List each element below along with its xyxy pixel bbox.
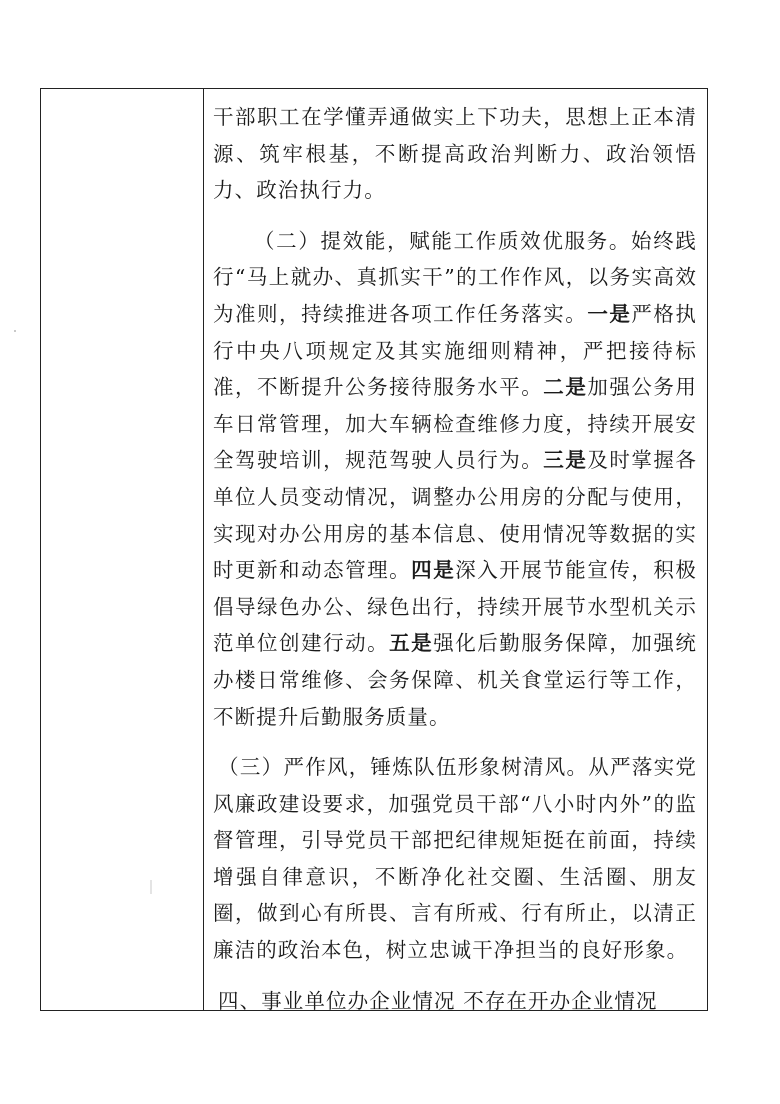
item-lead: 五是 [389, 631, 434, 656]
section-three-paragraph [213, 749, 697, 969]
item-text: 强化后勤服务保障，加强统办楼日常维修、会务保障、机关食堂运行等工作，不断提升后勤服务质量。 [213, 631, 698, 729]
section-two-paragraph [213, 223, 697, 735]
section-three-heading: （三）严作风，锤炼队伍形象树清风。 [218, 755, 589, 780]
item-lead: 四是 [411, 558, 456, 583]
section-four-line [218, 984, 698, 1014]
section-three-text: 从严落实党风廉政建设要求，加强党员干部“八小时内外”的监督管理，引导党员干部把纪律规矩挺在前面，持续增强自律意识，不断净化社交圈、生活圈、朋友圈，做到心有所畏、言有所戒、行有所止，以清正廉洁的政治本色，树立忠诚干净担当的良好形象。 [213, 755, 697, 963]
item-text: 及时掌握各单位人员变动情况，调整办公用房的分配与使用，实现对办公用房的基本信息、使用情况等数据的实时更新和动态管理。 [213, 448, 698, 583]
item-lead: 三是 [543, 448, 588, 473]
scan-speck [150, 880, 152, 894]
item-lead: 二是 [543, 375, 588, 400]
item-text: 加强公务用车日常管理，加大车辆检查维修力度，持续开展安全驾驶培训，规范驾驶人员行为。 [213, 375, 698, 473]
section-four-heading: 四、事业单位办企业情况 [218, 989, 456, 1013]
section-two-heading: （二）提效能，赋能工作质效优服务。 [254, 228, 632, 253]
table-content-cell [213, 99, 697, 969]
scan-speck [14, 330, 16, 332]
item-lead: 一是 [587, 301, 632, 326]
report-table [40, 88, 708, 1011]
item-text: 严格执行中央八项规定及其实施细则精神，严把接待标准，不断提升公务接待服务水平。 [213, 301, 697, 400]
item-text: 深入开展节能宣传，积极倡导绿色办公、绿色出行，持续开展节水型机关示范单位创建行动。 [213, 558, 697, 656]
section-four-text: 不存在开办企业情况 [463, 989, 658, 1013]
continued-paragraph: 干部职工在学懂弄通做实上下功夫，思想上正本清源、筑牢根基，不断提高政治判断力、政治领悟力、政治执行力。 [213, 105, 697, 203]
section-two-intro: 始终践行“马上就办、真抓实干”的工作作风，以务实高效为准则，持续推进各项工作任务落实。 [213, 228, 697, 326]
table-column-divider [203, 89, 204, 1010]
